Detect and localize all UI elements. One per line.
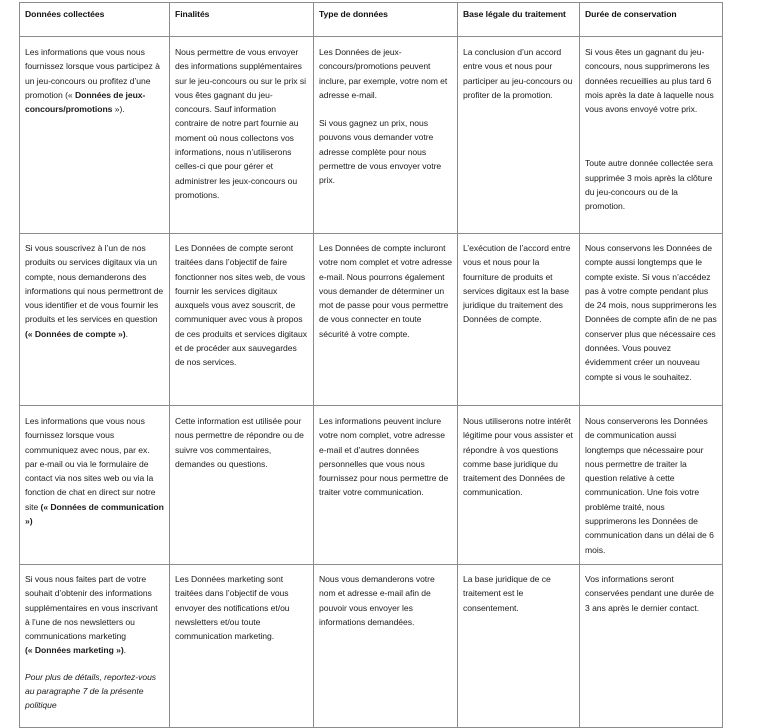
- cell-collected-data: Si vous nous faites part de votre souhait d’obtenir des informations supplémentaires en vous inscrivant à l’une de nos newsletters ou communications marketing (« Données marketing »). Pour plus de détails, reportez-vous au paragraphe 7 de la présente politique: [20, 565, 170, 728]
- header-data-type: Type de données: [314, 3, 458, 37]
- cell-collected-data: Les informations que vous nous fournissez lorsque vous communiquez avec nous, par ex. par e-mail ou via le formulaire de contact via nos sites web ou via la fonction de chat en direct sur notre site (« Données de communication »): [20, 406, 170, 565]
- cell-legal-basis: La conclusion d’un accord entre vous et nous pour participer au jeu-concours ou profiter de la promotion.: [458, 37, 580, 234]
- cell-retention: Nous conserverons les Données de communication aussi longtemps que nécessaire pour nous permettre de traiter la question relative à cette communication. Une fois votre problème traité, nous supprimerons les Données de communication dans un délai de 6 mois.: [580, 406, 723, 565]
- header-collected-data: Données collectées: [20, 3, 170, 37]
- cell-collected-data: Les informations que vous nous fournissez lorsque vous participez à un jeu-concours ou profitez d’une promotion (« Données de jeux-concours/promotions »).: [20, 37, 170, 234]
- cell-data-type: Les Données de compte incluront votre nom complet et votre adresse e-mail. Nous pourrons également vous demander de déterminer un mot de passe pour vous permettre de vous connecter en toute sécurité à votre compte.: [314, 234, 458, 406]
- cell-legal-basis: La base juridique de ce traitement est le consentement.: [458, 565, 580, 728]
- header-legal-basis: Base légale du traitement: [458, 3, 580, 37]
- header-row: [20, 3, 723, 37]
- header-retention: Durée de conservation: [580, 3, 723, 37]
- cell-purpose: Cette information est utilisée pour nous permettre de répondre ou de suivre vos commentaires, demandes ou questions.: [170, 406, 314, 565]
- cell-purpose: Nous permettre de vous envoyer des informations supplémentaires sur le jeu-concours ou sur le prix si vous êtes gagnant du jeu-concours. Sauf information contraire de notre part fournie au moment où nous collectons vos informations, nous n’utiliserons celles-ci que pour gérer et administrer les jeux-concours ou promotions.: [170, 37, 314, 234]
- table-row: [20, 565, 723, 728]
- policy-reference-note: Pour plus de détails, reportez-vous au paragraphe 7 de la présente politique: [25, 671, 157, 711]
- cell-purpose: Les Données marketing sont traitées dans l’objectif de vous envoyer des notifications et/ou newsletters et/ou toute communication marketing.: [170, 565, 314, 728]
- data-processing-table: [19, 2, 723, 728]
- cell-retention: Nous conservons les Données de compte aussi longtemps que le compte existe. Si vous n’accédez pas à votre compte pendant plus de 24 mois, nous supprimerons les Données de compte afin de ne pas conserver plus que nécessaire ces données. Vous pouvez évidemment créer un nouveau compte si vous le souhaitez.: [580, 234, 723, 406]
- cell-retention: Vos informations seront conservées pendant une durée de 3 ans après le dernier contact.: [580, 565, 723, 728]
- table-row: [20, 406, 723, 565]
- cell-collected-data: Si vous souscrivez à l’un de nos produits ou services digitaux via un compte, nous demanderons des informations qui nous permettront de vous identifier et de vous fournir les produits et les services en question (« Données de compte »).: [20, 234, 170, 406]
- cell-retention: Si vous êtes un gagnant du jeu-concours, nous supprimerons les données recueillies au plus tard 6 mois après la date à laquelle nous vous avons envoyé votre prix. Toute autre donnée collectée sera supprimée 3 mois après la clôture du jeu-concours ou de la promotion.: [580, 37, 723, 234]
- cell-legal-basis: L’exécution de l’accord entre vous et nous pour la fourniture de produits et services digitaux est la base juridique du traitement des Données de compte.: [458, 234, 580, 406]
- cell-data-type: Les Données de jeux-concours/promotions peuvent inclure, par exemple, votre nom et adresse e-mail. Si vous gagnez un prix, nous pouvons vous demander votre adresse complète pour nous permettre de vous envoyer votre prix.: [314, 37, 458, 234]
- header-purposes: Finalités: [170, 3, 314, 37]
- cell-data-type: Nous vous demanderons votre nom et adresse e-mail afin de pouvoir vous envoyer les informations demandées.: [314, 565, 458, 728]
- table-row: [20, 37, 723, 234]
- cell-purpose: Les Données de compte seront traitées dans l’objectif de faire fonctionner nos sites web, de vous fournir les services digitaux auxquels vous avez souscrit, de communiquer avec vous à propos de ces produits et services digitaux et de procéder aux sauvegardes de nos services.: [170, 234, 314, 406]
- cell-legal-basis: Nous utiliserons notre intérêt légitime pour vous assister et répondre à vos questions comme base juridique du traitement des Données de communication.: [458, 406, 580, 565]
- cell-data-type: Les informations peuvent inclure votre nom complet, votre adresse e-mail et d’autres données personnelles que vous nous fournissez pour nous permettre de traiter votre communication.: [314, 406, 458, 565]
- table-row: [20, 234, 723, 406]
